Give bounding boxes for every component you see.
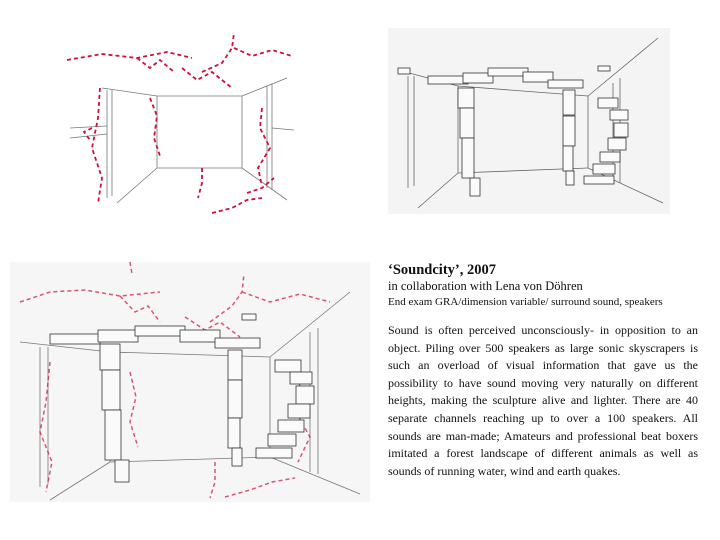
title-quote-close: ’ xyxy=(454,262,460,278)
sketch-overlay xyxy=(10,262,370,502)
title-name: Soundcity xyxy=(392,262,455,278)
collaboration-line: in collaboration with Lena von Döhren xyxy=(388,279,583,293)
artwork-info xyxy=(388,262,698,480)
details-line: End exam GRA/dimension variable/ surround sound, speakers xyxy=(388,296,663,308)
sketch-speaker-sculpture xyxy=(388,28,670,214)
artwork-title xyxy=(388,262,698,279)
sketch-red-arrows-drawing xyxy=(62,28,302,218)
title-quote-open: ‘ xyxy=(388,262,393,278)
sketch-red-arrows xyxy=(62,28,302,218)
description-paragraph: Sound is often perceived unconsciously- in opposition to an object. Piling over 500 speakers as large sonic skyscrapers is such an overload of visual information that gave us the possibility to have sound moving very naturally on different heights, making the sculpture alive and lighter. There are 40 separate channels reaching up to over a 100 speakers. All sounds are man-made; Amateurs and professional beat boxers imitated a forest landscape of different animals as well as sounds of running water, wind and earth quakes. xyxy=(388,323,698,478)
sketch-speaker-sculpture-drawing xyxy=(388,28,670,214)
sketch-overlay-drawing xyxy=(10,262,370,502)
title-year: , 2007 xyxy=(459,262,496,278)
